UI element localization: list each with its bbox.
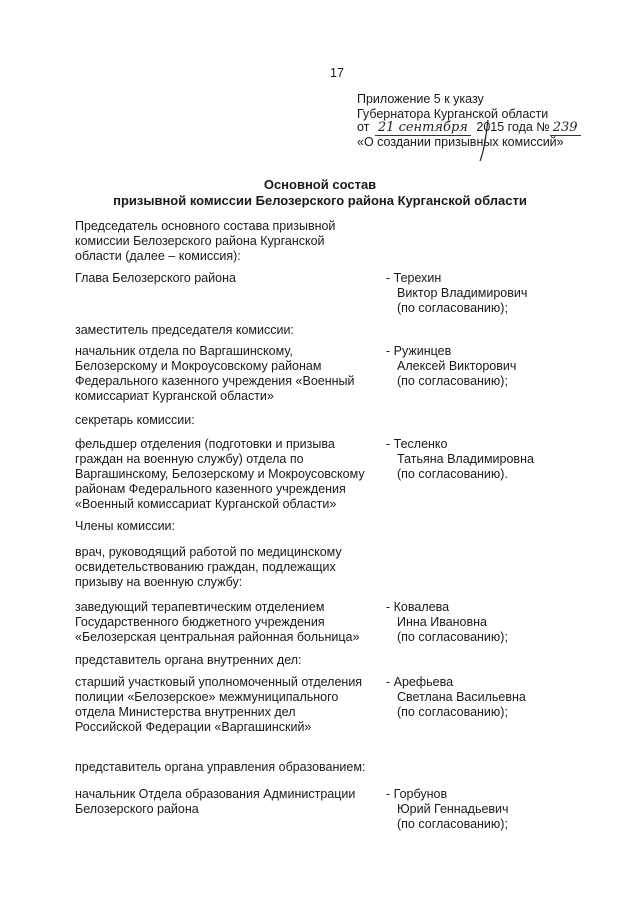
member-position xyxy=(75,271,236,286)
agreement-note: (по согласованию). xyxy=(397,467,508,481)
text-line: Белозерского района xyxy=(75,802,199,816)
page-number: 17 xyxy=(330,66,344,80)
text-line: «Военный комиссариат Курганской области» xyxy=(75,497,337,511)
given-name: Алексей Викторович xyxy=(397,359,517,373)
text-line: заведующий терапевтическим отделением xyxy=(75,600,325,614)
member-name xyxy=(386,787,509,832)
text-line: врач, руководящий работой по медицинскому xyxy=(75,545,342,559)
title-line-2: призывной комиссии Белозерского района Курганской области xyxy=(113,193,527,208)
member-position xyxy=(75,675,362,735)
handwritten-stroke xyxy=(470,118,500,164)
text-line: начальник Отдела образования Администрации xyxy=(75,787,356,801)
given-name: Светлана Васильевна xyxy=(397,690,526,704)
surname: - Арефьева xyxy=(386,675,454,689)
text-line: Российской Федерации «Варгашинский» xyxy=(75,720,312,734)
member-position xyxy=(75,787,355,817)
given-name: Виктор Владимирович xyxy=(397,286,528,300)
surname: - Терехин xyxy=(386,271,442,285)
surname: - Ружинцев xyxy=(386,344,452,358)
date-suffix: 2015 года № xyxy=(476,120,550,134)
agreement-note: (по согласованию); xyxy=(397,705,508,719)
text-line: представитель органа управления образованием: xyxy=(75,760,366,774)
date-prefix: от xyxy=(357,120,370,134)
surname: - Тесленко xyxy=(386,437,448,451)
given-name: Татьяна Владимировна xyxy=(397,452,534,466)
text-line: районам Федерального казенного учреждения xyxy=(75,482,346,496)
text-line: граждан на военную службу) отдела по xyxy=(75,452,304,466)
text-line: Федерального казенного учреждения «Военный xyxy=(75,374,355,388)
text-line: начальник отдела по Варгашинскому, xyxy=(75,344,293,358)
section-heading xyxy=(75,413,195,428)
appendix-line-1: Приложение 5 к указу xyxy=(357,92,484,106)
member-name xyxy=(386,600,508,645)
section-heading xyxy=(75,545,342,590)
text-line: освидетельствованию граждан, подлежащих xyxy=(75,560,336,574)
member-position xyxy=(75,344,355,404)
text-line: старший участковый уполномоченный отделения xyxy=(75,675,363,689)
section-heading xyxy=(75,653,302,668)
member-name xyxy=(386,344,516,389)
text-line: Глава Белозерского района xyxy=(75,271,236,285)
surname: - Горбунов xyxy=(386,787,448,801)
text-line: представитель органа внутренних дел: xyxy=(75,653,302,667)
text-line: Белозерскому и Мокроусовскому районам xyxy=(75,359,322,373)
handwritten-number: 239 xyxy=(550,120,581,136)
handwritten-date: 21 сентября xyxy=(375,120,471,136)
text-line: «Белозерская центральная районная больница» xyxy=(75,630,360,644)
given-name: Юрий Геннадьевич xyxy=(397,802,509,816)
given-name: Инна Ивановна xyxy=(397,615,488,629)
text-line: Государственного бюджетного учреждения xyxy=(75,615,325,629)
text-line: призыву на военную службу: xyxy=(75,575,243,589)
section-heading xyxy=(75,323,294,338)
text-line: области (далее – комиссия): xyxy=(75,249,241,263)
section-heading xyxy=(75,519,175,534)
agreement-note: (по согласованию); xyxy=(397,817,508,831)
appendix-line-2: Губернатора Курганской области xyxy=(357,107,549,121)
surname: - Ковалева xyxy=(386,600,450,614)
appendix-line-4: «О создании призывных комиссий» xyxy=(357,135,564,149)
appendix-date-line xyxy=(357,120,581,136)
text-line: комиссариат Курганской области» xyxy=(75,389,274,403)
text-line: Варгашинскому, Белозерскому и Мокроусовскому xyxy=(75,467,365,481)
text-line: Председатель основного состава призывной xyxy=(75,219,336,233)
section-heading xyxy=(75,760,365,775)
title-line-1: Основной состав xyxy=(263,177,377,192)
text-line: отдела Министерства внутренних дел xyxy=(75,705,296,719)
text-line: заместитель председателя комиссии: xyxy=(75,323,294,337)
agreement-note: (по согласованию); xyxy=(397,630,508,644)
agreement-note: (по согласованию); xyxy=(397,301,508,315)
member-name xyxy=(386,437,534,482)
text-line: полиции «Белозерское» межмуниципального xyxy=(75,690,339,704)
member-position xyxy=(75,437,365,512)
text-line: секретарь комиссии: xyxy=(75,413,195,427)
member-position xyxy=(75,600,359,645)
text-line: Члены комиссии: xyxy=(75,519,176,533)
member-name xyxy=(386,271,527,316)
text-line: комиссии Белозерского района Курганской xyxy=(75,234,325,248)
text-line: фельдшер отделения (подготовки и призыва xyxy=(75,437,335,451)
agreement-note: (по согласованию); xyxy=(397,374,508,388)
member-name xyxy=(386,675,526,720)
chairman-heading xyxy=(75,219,335,264)
